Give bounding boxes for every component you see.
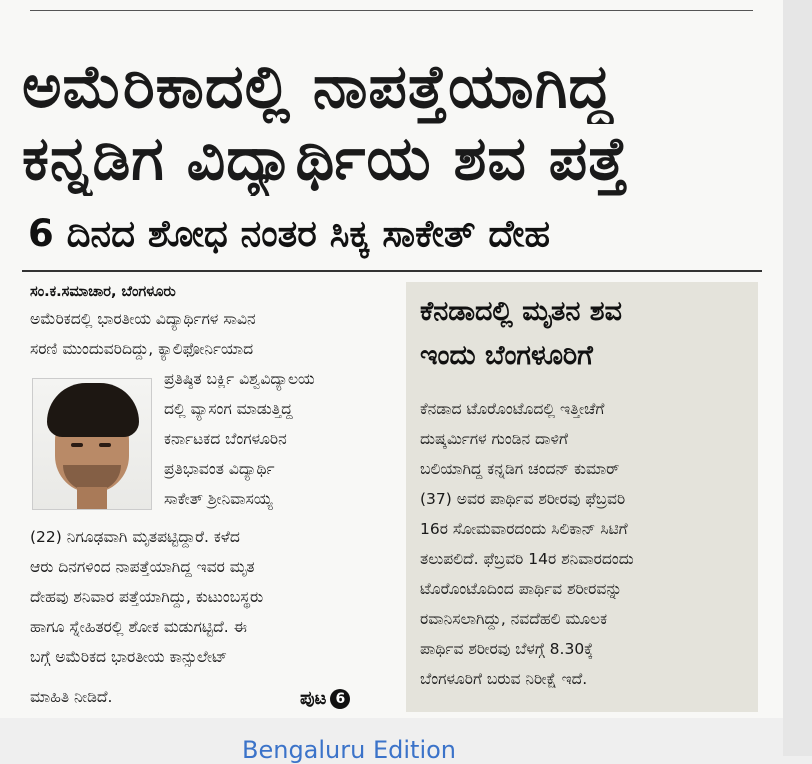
sidebar-line: ತಲುಪಲಿದೆ. ಫೆಬ್ರವರಿ 14ರ ಶನಿವಾರದಂದು <box>420 550 634 568</box>
story-line: ಸರಣಿ ಮುಂದುವರಿದಿದ್ದು, ಕ್ಯಾಲಿಫೋರ್ನಿಯಾದ <box>30 340 254 358</box>
story-line: ಆರು ದಿನಗಳಿಂದ ನಾಪತ್ತೆಯಾಗಿದ್ದ ಇವರ ಮೃತ <box>30 558 255 576</box>
top-rule <box>30 10 753 11</box>
story-line: ಸಾಕೇತ್ ಶ್ರೀನಿವಾಸಯ್ಯ <box>164 490 273 508</box>
story-line: ದೇಹವು ಶನಿವಾರ ಪತ್ತೆಯಾಗಿದ್ದು, ಕುಟುಂಬಸ್ಥರು <box>30 588 264 606</box>
sidebar-line: ಟೊರೊಂಟೊದಿಂದ ಪಾರ್ಥಿವ ಶರೀರವನ್ನು <box>420 580 622 598</box>
sidebar-heading-line-2: ಇಂದು ಬೆಂಗಳೂರಿಗೆ <box>420 340 593 371</box>
sidebar-line: ಬೆಂಗಳೂರಿಗೆ ಬರುವ ನಿರೀಕ್ಷೆ ಇದೆ. <box>420 670 588 688</box>
sidebar-heading-line-1: ಕೆನಡಾದಲ್ಲಿ ಮೃತನ ಶವ <box>420 296 622 327</box>
story-line: (22) ನಿಗೂಢವಾಗಿ ಮೃತಪಟ್ಟಿದ್ದಾರೆ. ಕಳೆದ <box>30 528 240 546</box>
subheadline: 6 ದಿನದ ಶೋಧ ನಂತರ ಸಿಕ್ಕ ಸಾಕೇತ್ ದೇಹ <box>28 212 551 255</box>
edition-link[interactable]: Bengaluru Edition <box>242 736 457 764</box>
story-line: ಮಾಹಿತಿ ನೀಡಿದೆ. <box>30 688 113 706</box>
sidebar-line: ಪಾರ್ಥಿವ ಶರೀರವು ಬೆಳಗ್ಗೆ 8.30ಕ್ಕೆ <box>420 640 594 658</box>
page-reference <box>300 688 350 709</box>
story-line: ಬಗ್ಗೆ ಅಮೆರಿಕದ ಭಾರತೀಯ ಕಾನ್ಸುಲೇಟ್ <box>30 648 228 666</box>
sidebar-line: ದುಷ್ಕರ್ಮಿಗಳ ಗುಂಡಿನ ದಾಳಿಗೆ <box>420 430 568 448</box>
story-line: ಅಮೆರಿಕದಲ್ಲಿ ಭಾರತೀಯ ವಿದ್ಯಾರ್ಥಿಗಳ ಸಾವಿನ <box>30 310 256 328</box>
story-line: ಪ್ರತಿಷ್ಠಿತ ಬರ್ಕ್ಲಿ ವಿಶ್ವವಿದ್ಯಾಲಯ <box>164 370 315 388</box>
sidebar-line: ಕೆನಡಾದ ಟೊರೊಂಟೊದಲ್ಲಿ ಇತ್ತೀಚೆಗೆ <box>420 400 605 418</box>
sidebar-line: (37) ಅವರ ಪಾರ್ಥಿವ ಶರೀರವು ಫೆಬ್ರವರಿ <box>420 490 626 508</box>
sidebar-line: ಬಲಿಯಾಗಿದ್ದ ಕನ್ನಡಿಗ ಚಂದನ್ ಕುಮಾರ್ <box>420 460 620 478</box>
story-line: ಕರ್ನಾಟಕದ ಬೆಂಗಳೂರಿನ <box>164 430 287 448</box>
student-photo <box>32 378 152 510</box>
story-line: ಹಾಗೂ ಸ್ನೇಹಿತರಲ್ಲಿ ಶೋಕ ಮಡುಗಟ್ಟಿದೆ. ಈ <box>30 618 248 636</box>
dateline: ಸಂ.ಕ.ಸಮಾಚಾರ, ಬೆಂಗಳೂರು <box>30 284 176 300</box>
sidebar-line: 16ರ ಸೋಮವಾರದಂದು ಸಿಲಿಕಾನ್ ಸಿಟಿಗೆ <box>420 520 628 538</box>
story-line: ಪ್ರತಿಭಾವಂತ ವಿದ್ಯಾರ್ಥಿ <box>164 460 275 478</box>
story-line: ದಲ್ಲಿ ವ್ಯಾಸಂಗ ಮಾಡುತ್ತಿದ್ದ <box>164 400 293 418</box>
headline-line-2: ಕನ್ನಡಿಗ ವಿದ್ಯಾರ್ಥಿಯ ಶವ ಪತ್ತೆ <box>22 124 629 194</box>
right-gutter <box>783 0 812 756</box>
sidebar-line: ರವಾನಿಸಲಾಗಿದ್ದು, ನವದೆಹಲಿ ಮೂಲಕ <box>420 610 608 628</box>
sidebar-box <box>406 282 758 712</box>
page-reference-label: ಪುಟ <box>300 688 327 709</box>
headline-line-1: ಅಮೆರಿಕಾದಲ್ಲಿ ನಾಪತ್ತೆಯಾಗಿದ್ದ <box>22 52 614 122</box>
page-reference-number: 6 <box>330 689 350 709</box>
headline-rule <box>22 270 762 272</box>
